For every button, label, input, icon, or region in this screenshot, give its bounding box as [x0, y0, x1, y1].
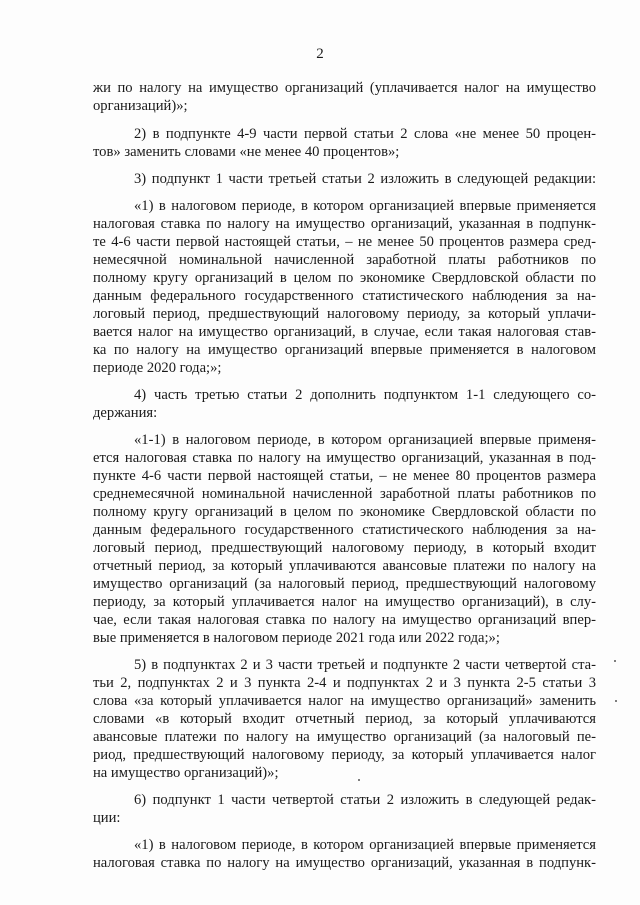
text-line: «1) в налоговом периоде, в котором организацией впервые применяется — [134, 198, 596, 214]
text-line: «1-1) в налоговом периоде, в котором организацией впервые применя- — [134, 432, 596, 448]
text-line: данным федерального государственного статистического наблюдения за на- — [93, 288, 596, 304]
text-line: пункте 4-6 части первой настоящей статьи, – не менее 80 процентов размера — [93, 468, 596, 484]
text-line: 3) подпункт 1 части третьей статьи 2 изложить в следующей редакции: — [134, 171, 596, 187]
text-line: немесячной номинальной начисленной заработной платы работников по — [93, 252, 596, 268]
text-line: вые применяется в налоговом периоде 2021 года или 2022 года;»; — [93, 630, 500, 646]
text-line: слова «за который уплачивается налог на имущество организаций» заменить — [93, 693, 596, 709]
text-line: логовый период, предшествующий налоговому периоду, за который уплачи- — [93, 306, 596, 322]
text-line: жи по налогу на имущество организаций (уплачивается налог на имущество — [93, 80, 596, 96]
text-line: чае, если такая налоговая ставка по налогу на имущество организаций впер- — [93, 612, 596, 628]
text-line: 2) в подпункте 4-9 части первой статьи 2 слова «не менее 50 процен- — [134, 126, 596, 142]
text-line: налоговая ставка по налогу на имущество организаций, указанная в подпунк- — [93, 216, 596, 232]
text-line: тов» заменить словами «не менее 40 процентов»; — [93, 144, 400, 160]
text-line: 5) в подпунктах 2 и 3 части третьей и подпункте 2 части четвертой ста- — [134, 657, 596, 673]
text-line: полному кругу организаций в целом по экономике Свердловской области по — [93, 504, 596, 520]
text-line: те 4-6 части первой настоящей статьи, – не менее 50 процентов размера сред- — [93, 234, 596, 250]
page-number: 2 — [316, 46, 324, 62]
text-line: риод, предшествующий налоговому периоду, за который уплачивается налог — [93, 747, 596, 763]
scan-speck — [615, 700, 617, 702]
scan-speck — [358, 779, 360, 781]
text-line: периоду, за который уплачивается налог на имущество организаций), в слу- — [93, 594, 596, 610]
text-line: тьи 2, подпунктах 2 и 3 пункта 2-4 и подпунктах 2 и 3 пункта 2-5 статьи 3 — [93, 675, 596, 691]
text-line: логовый период, предшествующий налоговому периоду, в который входит — [93, 540, 596, 556]
text-line: налоговая ставка по налогу на имущество организаций, указанная в подпунк- — [93, 855, 596, 871]
text-line: держания: — [93, 405, 158, 421]
text-line: «1) в налоговом периоде, в котором организацией впервые применяется — [134, 837, 596, 853]
text-line: среднемесячной номинальной начисленной заработной платы работников по — [93, 486, 596, 502]
text-line: 6) подпункт 1 части четвертой статьи 2 изложить в следующей редак- — [134, 792, 596, 808]
text-line: вается налог на имущество организаций, в случае, если такая налоговая став- — [93, 324, 596, 340]
text-line: ется налоговая ставка по налогу на имущество организаций, указанная в под- — [93, 450, 596, 466]
text-line: полному кругу организаций в целом по экономике Свердловской области по — [93, 270, 596, 286]
text-line: на имущество организаций)»; — [93, 765, 279, 781]
text-line: имущество организаций (за налоговый период, предшествующий налоговому — [93, 576, 596, 592]
text-line: периоде 2020 года;»; — [93, 360, 222, 376]
text-line: авансовые платежи по налогу на имущество организаций (за налоговый пе- — [93, 729, 596, 745]
text-line: 4) часть третью статьи 2 дополнить подпунктом 1-1 следующего со- — [134, 387, 596, 403]
scan-speck — [614, 660, 616, 662]
text-line: ции: — [93, 810, 121, 826]
text-line: организаций)»; — [93, 98, 188, 114]
text-line: словами «в который входит отчетный период, за который уплачиваются — [93, 711, 596, 727]
text-line: ка по налогу на имущество организаций впервые применяется в налоговом — [93, 342, 596, 358]
text-line: данным федерального государственного статистического наблюдения за на- — [93, 522, 596, 538]
text-line: отчетный период, за который уплачиваются авансовые платежи по налогу на — [93, 558, 596, 574]
